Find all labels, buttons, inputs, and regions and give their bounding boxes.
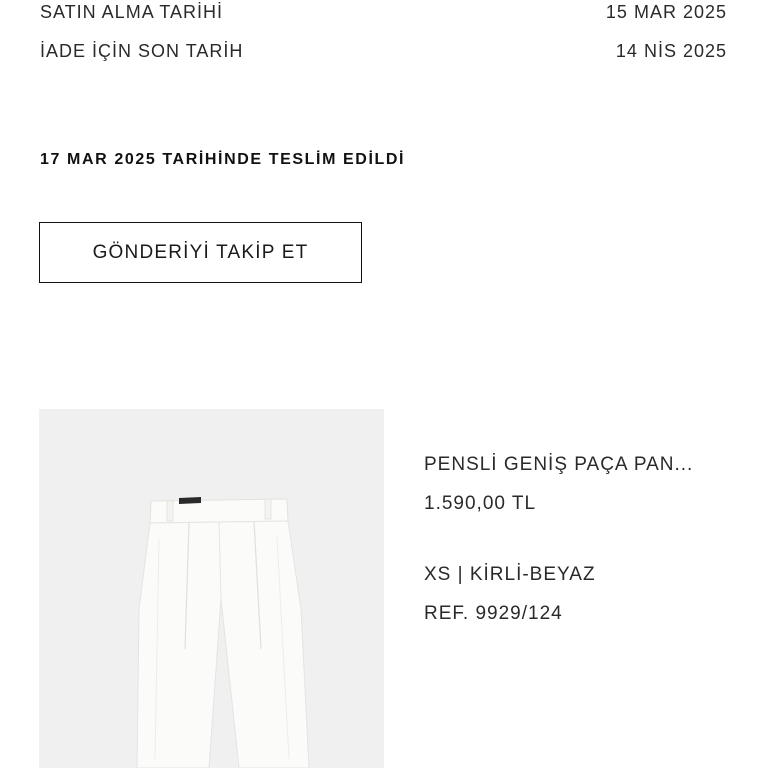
product-price: 1.590,00 TL — [424, 493, 537, 514]
return-deadline-label: İADE İÇİN SON TARİH — [40, 41, 244, 61]
trousers-product-image — [39, 409, 384, 768]
purchase-date-row — [40, 2, 727, 23]
product-image[interactable] — [39, 409, 384, 768]
product-variant: XS | KİRLİ-BEYAZ — [424, 564, 596, 585]
purchase-date-label: SATIN ALMA TARİHİ — [40, 2, 224, 22]
product-ref: REF. 9929/124 — [424, 603, 563, 624]
delivery-status: 17 MAR 2025 TARİHİNDE TESLİM EDİLDİ — [40, 151, 406, 168]
product-name[interactable]: PENSLİ GENİŞ PAÇA PAN... — [424, 454, 694, 475]
return-deadline-value: 14 NİS 2025 — [615, 41, 727, 61]
track-shipment-button[interactable]: GÖNDERİYİ TAKİP ET — [39, 222, 362, 283]
purchase-date-value: 15 MAR 2025 — [605, 2, 727, 22]
return-deadline-row — [40, 41, 727, 62]
